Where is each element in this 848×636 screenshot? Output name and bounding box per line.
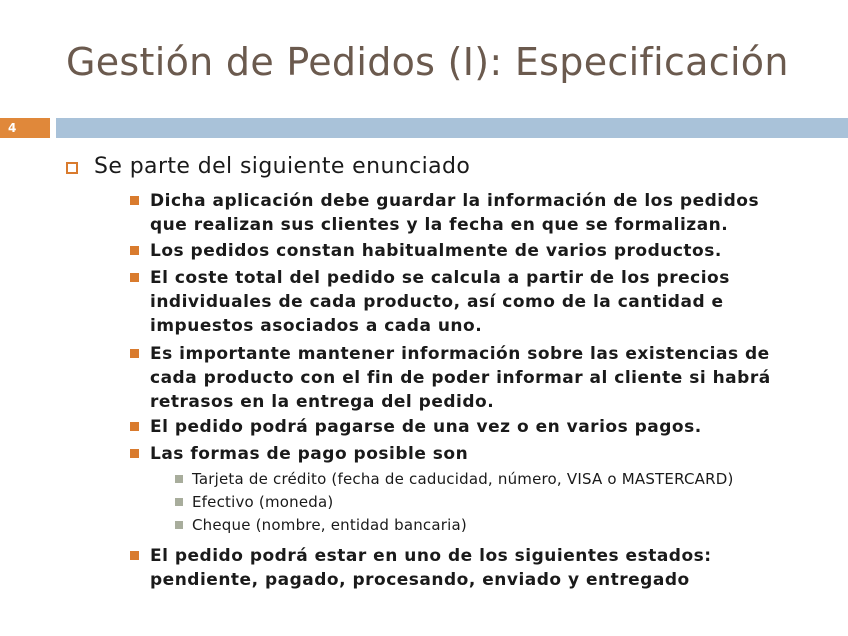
bullet-item-text: Dicha aplicación debe guardar la información de los pedidos que realizan sus clientes y la fecha en que se formalizan. — [150, 191, 760, 235]
bullet-item-text: El pedido podrá estar en uno de los siguientes estados: pendiente, pagado, procesando, enviado y entregado — [150, 546, 712, 590]
square-bullet-icon — [130, 551, 139, 560]
bullet-item-text: El pedido podrá pagarse de una vez o en varios pagos. — [150, 417, 702, 437]
square-bullet-icon — [130, 449, 139, 458]
sub-bullet-item — [175, 516, 467, 534]
square-bullet-icon — [130, 273, 139, 282]
gray-square-bullet-icon — [175, 521, 183, 529]
bullet-item — [130, 415, 810, 439]
bullet-item — [130, 342, 810, 414]
slide-title: Gestión de Pedidos (I): Especificación — [66, 40, 789, 84]
sub-bullet-text: Tarjeta de crédito (fecha de caducidad, número, VISA o MASTERCARD) — [192, 470, 734, 488]
bullet-item — [130, 544, 810, 592]
sub-bullet-item — [175, 493, 333, 511]
bullet-intro-text: Se parte del siguiente enunciado — [94, 154, 471, 179]
hollow-square-bullet-icon — [66, 162, 78, 174]
bullet-item-text: Es importante mantener información sobre las existencias de cada producto con el fin de poder informar al cliente si habrá retrasos en la entrega del pedido. — [150, 344, 771, 412]
gray-square-bullet-icon — [175, 475, 183, 483]
bullet-item-text: El coste total del pedido se calcula a partir de los precios individuales de cada producto, así como de la cantidad e impuestos asociados a cada uno. — [150, 268, 730, 336]
bullet-item-text: Las formas de pago posible son — [150, 444, 469, 464]
square-bullet-icon — [130, 246, 139, 255]
bullet-item — [130, 442, 810, 466]
slide-number: 4 — [0, 118, 50, 138]
bullet-item — [130, 189, 810, 237]
square-bullet-icon — [130, 349, 139, 358]
square-bullet-icon — [130, 422, 139, 431]
bullet-item — [130, 239, 810, 263]
title-divider-bar — [56, 118, 848, 138]
bullet-item — [130, 266, 810, 338]
square-bullet-icon — [130, 196, 139, 205]
gray-square-bullet-icon — [175, 498, 183, 506]
sub-bullet-item — [175, 470, 734, 488]
sub-bullet-text: Cheque (nombre, entidad bancaria) — [192, 516, 467, 534]
sub-bullet-text: Efectivo (moneda) — [192, 493, 334, 511]
bullet-intro — [66, 154, 470, 179]
bullet-item-text: Los pedidos constan habitualmente de varios productos. — [150, 241, 722, 261]
